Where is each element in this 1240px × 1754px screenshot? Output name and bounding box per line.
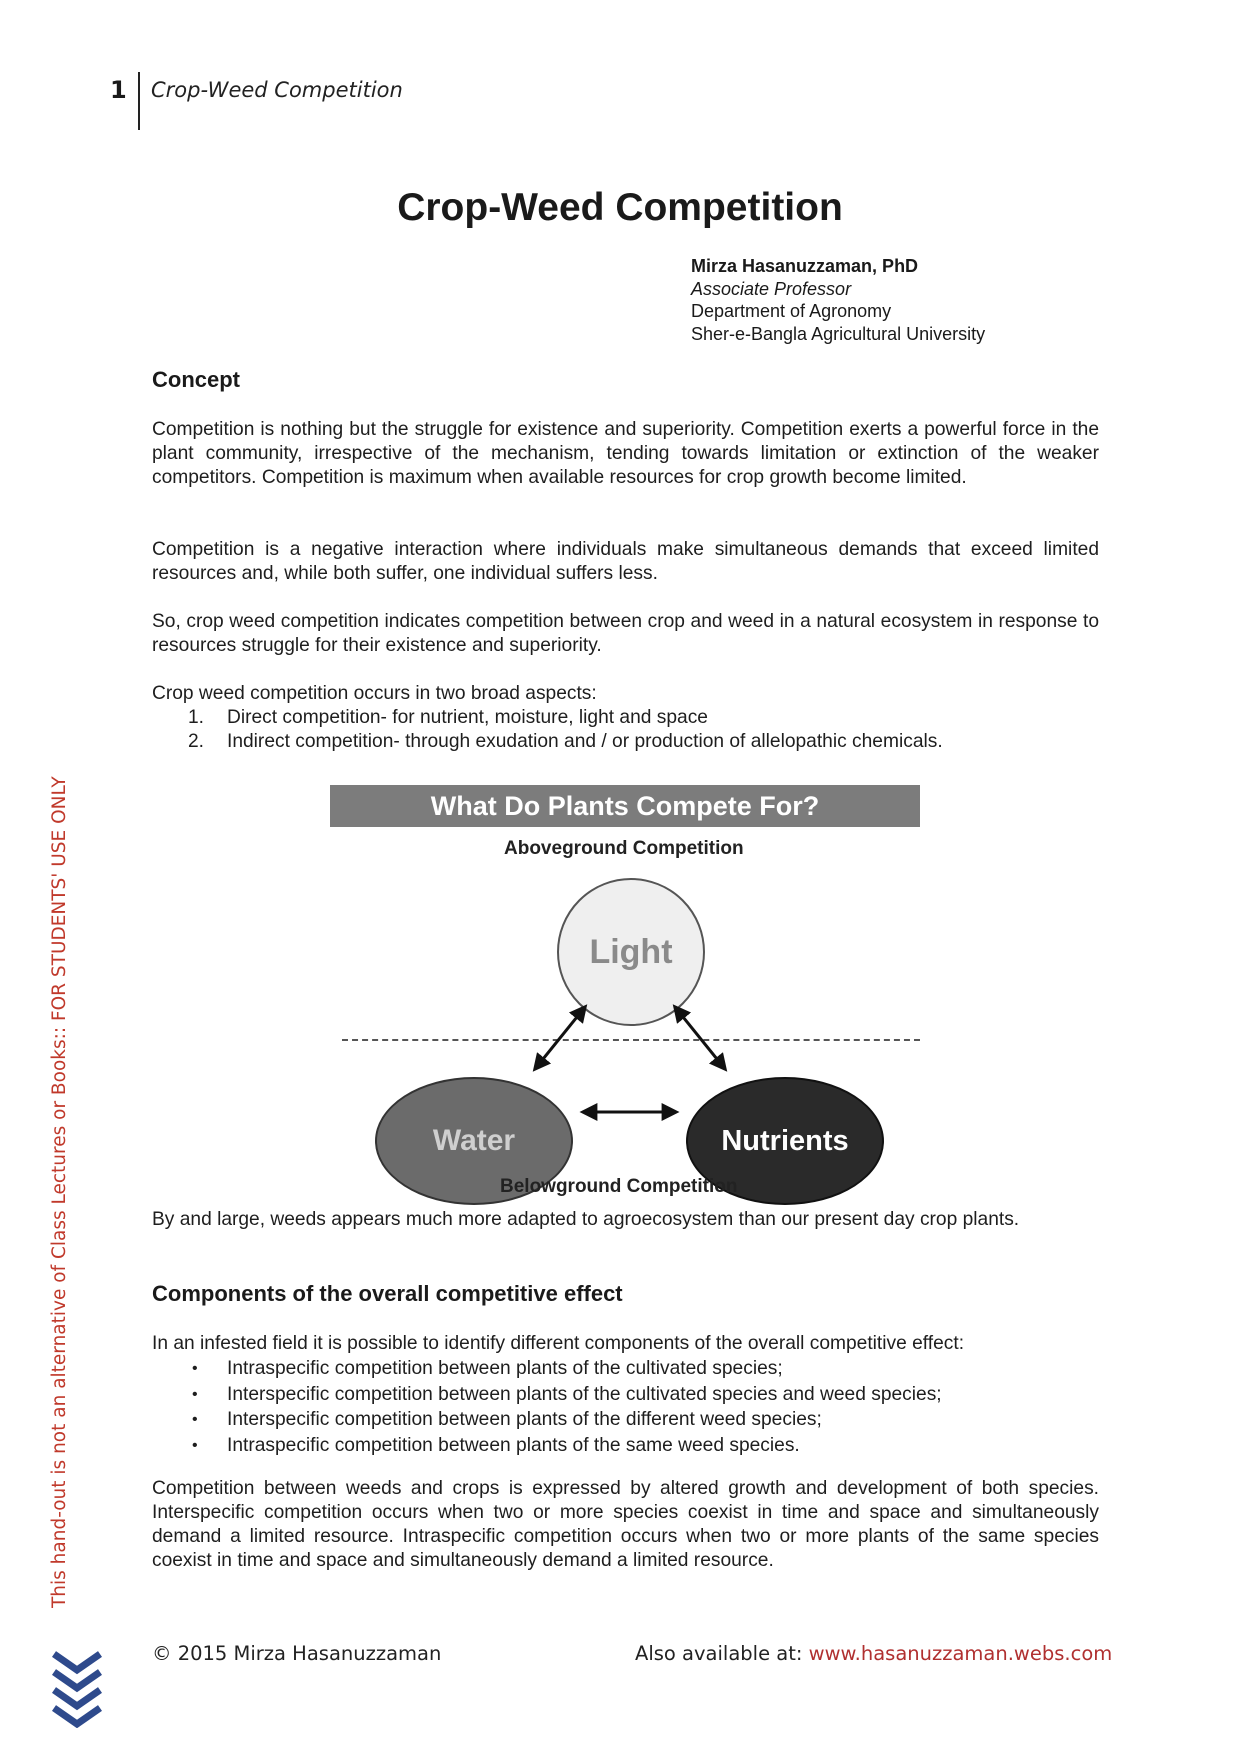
side-notice: This hand-out is not an alternative of Class Lectures or Books:: FOR STUDENTS' USE ONLY [49,776,70,1608]
list-item-text: Intraspecific competition between plants of the cultivated species; [227,1358,783,1379]
components-intro: In an infested field it is possible to identify different components of the overall competitive effect: [152,1333,965,1354]
author-department: Department of Agronomy [691,301,892,321]
list-item [152,1382,1099,1408]
competition-diagram [330,785,930,1205]
bullet: • [192,1360,198,1377]
page-number: 1 [110,76,127,104]
components-list [152,1356,1099,1458]
footer-also-label: Also available at: [635,1642,809,1665]
light-circle: Light [557,878,705,1026]
author-block [691,255,985,345]
list-marker: 1. [188,707,205,728]
author-university: Sher-e-Bangla Agricultural University [691,323,986,344]
list-item [152,1433,1099,1459]
diagram-title: What Do Plants Compete For? [330,785,920,827]
bullet: • [192,1436,198,1454]
arrow-light-nutrients [675,1007,725,1069]
page-title: Crop-Weed Competition [397,186,843,229]
list-item [152,706,1099,730]
footer-availability [635,1642,1112,1665]
concept-paragraph-1: Competition is nothing but the struggle for existence and superiority. Competition exerts a powerful force in the plant community, irrespective of the mechanism, tending towards limitation or extinction of the weaker competitors. Competition is maximum when available resources for crop growth become limited. [152,419,1099,488]
list-item-text: Indirect competition- through exudation and / or production of allelopathic chemicals. [227,731,943,752]
aspects-list [152,706,1099,754]
closing-paragraph: Competition between weeds and crops is expressed by altered growth and development of both species. Interspecific competition occurs when two or more species coexist in time and space and simultaneously demand a limited resource. Intraspecific competition occurs when two or more plants of the same species coexist in time and space and simultaneously demand a limited resource. [152,1478,1099,1571]
footer-url-link[interactable]: www.hasanuzzaman.webs.com [808,1642,1113,1665]
footer-copyright: © 2015 Mirza Hasanuzzaman [152,1642,442,1665]
components-heading: Components of the overall competitive effect [152,1281,623,1306]
list-item [152,1356,1099,1382]
nutrients-ellipse: Nutrients [686,1077,884,1205]
running-title: Crop-Weed Competition [151,78,403,102]
adaptation-paragraph: By and large, weeds appears much more adapted to agroecosystem than our present day crop plants. [152,1209,1020,1230]
list-item [152,1407,1099,1433]
list-marker: 2. [188,731,205,752]
chevron-down-icon [50,1650,104,1728]
water-ellipse: Water [375,1077,573,1205]
list-item-text: Interspecific competition between plants of the different weed species; [227,1409,822,1430]
concept-paragraph-2: Competition is a negative interaction where individuals make simultaneous demands that exceed limited resources and, while both suffer, one individual suffers less. [152,539,1099,584]
bullet: • [192,1411,198,1428]
list-item-text: Direct competition- for nutrient, moisture, light and space [227,707,708,728]
header-divider [138,72,140,130]
concept-paragraph-4: Crop weed competition occurs in two broad aspects: [152,683,597,704]
author-name: Mirza Hasanuzzaman, PhD [691,256,919,276]
bullet: • [192,1385,198,1403]
list-item-text: Interspecific competition between plants of the cultivated species and weed species; [227,1383,942,1405]
author-role: Associate Professor [691,278,852,299]
list-item-text: Intraspecific competition between plants of the same weed species. [227,1434,800,1456]
aboveground-label: Aboveground Competition [504,838,744,859]
concept-heading: Concept [152,367,240,392]
list-item [152,730,1099,754]
belowground-label: Belowground Competition [500,1176,738,1197]
arrow-light-water [535,1007,585,1069]
concept-paragraph-3: So, crop weed competition indicates competition between crop and weed in a natural ecosystem in response to resources struggle for their existence and superiority. [152,611,1099,656]
